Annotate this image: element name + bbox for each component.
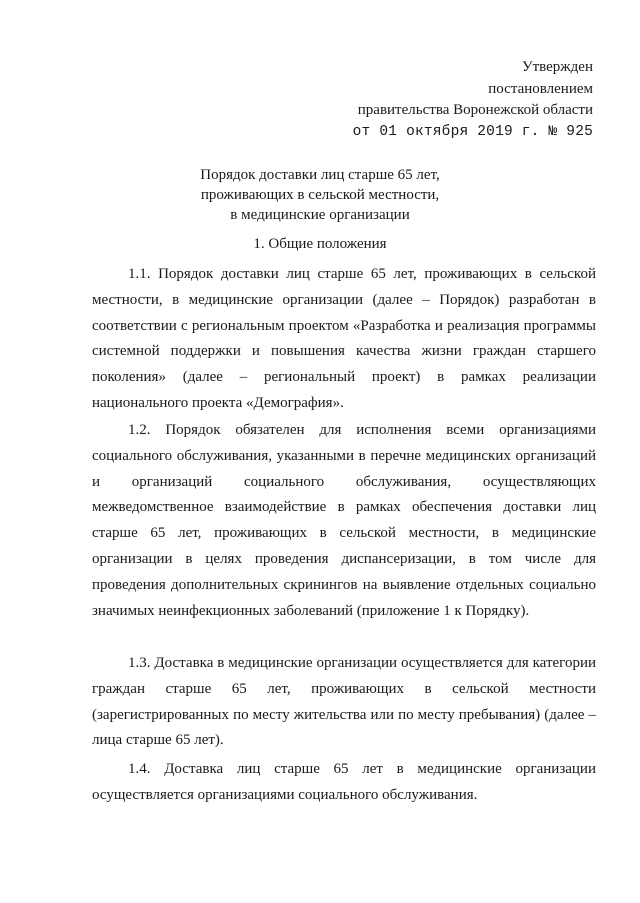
document-title: [0, 165, 640, 225]
title-line-2: проживающих в сельской местности,: [200, 187, 440, 203]
section-heading: 1. Общие положения: [253, 236, 387, 252]
paragraph-1-1: 1.1. Порядок доставки лиц старше 65 лет, проживающих в сельской местности, в медицинские организации (далее – Порядок) разработан в соответствии с региональным проектом «Разработка и реализация программы системной поддержки и повышения качества жизни граждан старшего поколения» (далее – региональный проект) в рамках реализации национального проекта «Демография».: [92, 266, 596, 411]
paragraph-1-3: 1.3. Доставка в медицинские организации осуществляется для категории граждан старше 65 лет, проживающих в сельской местности (зарегистрированных по месту жительства или по месту пребывания) (далее – лица старше 65 лет).: [92, 655, 596, 749]
approval-date-number-stamp: от 01 октября 2019 г. № 925: [352, 123, 593, 140]
title-line-3: в медицинские организации: [230, 207, 410, 223]
title-line-1: Порядок доставки лиц старше 65 лет,: [200, 167, 440, 183]
paragraph-1-4: 1.4. Доставка лиц старше 65 лет в медицинские организации осуществляется организациями социального обслуживания.: [92, 761, 596, 803]
paragraph-1-2: 1.2. Порядок обязателен для исполнения всеми организациями социального обслуживания, указанными в перечне медицинских организаций и организаций социального обслуживания, осуществляющих межведомственное взаимодействие в рамках обеспечения доставки лиц старше 65 лет, проживающих в сельской местности, в медицинские организации в целях проведения диспансеризации, в том числе для проведения дополнительных скринингов на выявление отдельных социально значимых неинфекционных заболеваний (приложение 1 к Порядку).: [92, 422, 596, 619]
approval-line-government: правительства Воронежской области: [357, 102, 593, 118]
approval-block: [353, 57, 593, 143]
approval-line-approved: Утвержден: [521, 59, 593, 75]
approval-line-resolution: постановлением: [488, 80, 593, 97]
